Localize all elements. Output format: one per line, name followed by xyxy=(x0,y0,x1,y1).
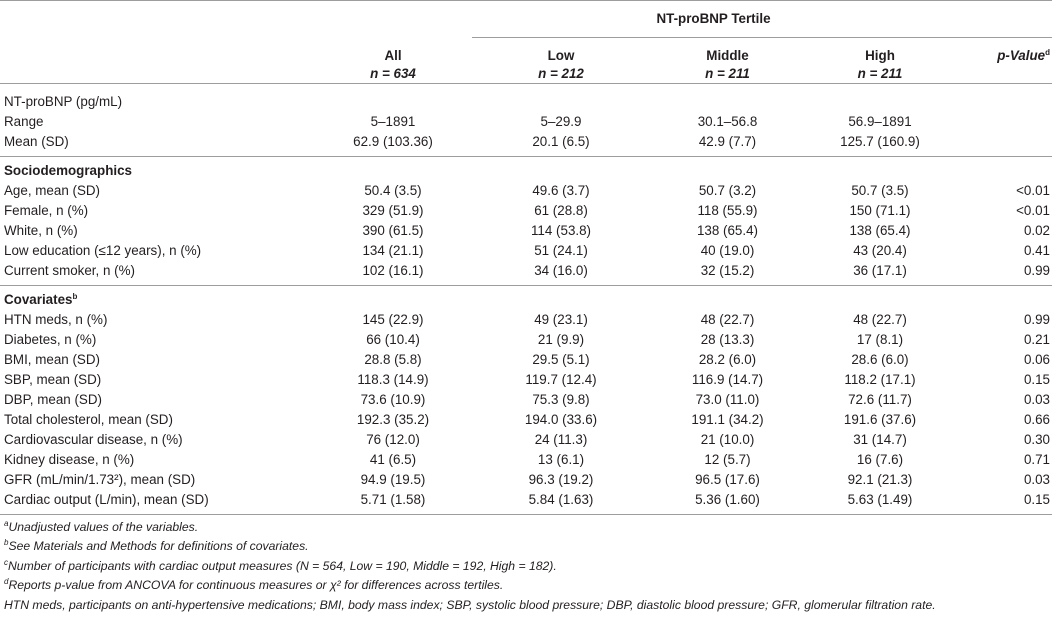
cell-pvalue: 0.02 xyxy=(1023,223,1050,238)
cell-all: 192.3 (35.2) xyxy=(356,412,430,427)
cell-all: 50.4 (3.5) xyxy=(364,183,422,198)
cell-pvalue xyxy=(955,132,1052,157)
cell-high: 31 (14.7) xyxy=(853,432,907,447)
cell-middle: 48 (22.7) xyxy=(700,312,755,327)
cell-all: 329 (51.9) xyxy=(362,203,424,218)
cell-pvalue: 0.30 xyxy=(1023,432,1050,447)
cell-high: 43 (20.4) xyxy=(853,243,907,258)
row-label: Kidney disease, n (%) xyxy=(4,452,135,467)
cell-low: 114 (53.8) xyxy=(530,223,592,238)
table-row xyxy=(0,450,1052,470)
cell-low: 51 (24.1) xyxy=(534,243,588,258)
cell-high: 16 (7.6) xyxy=(856,452,904,467)
cell-high: 48 (22.7) xyxy=(853,312,907,327)
cell-low: 5–29.9 xyxy=(540,114,582,129)
row-label: Range xyxy=(4,114,44,129)
cell-low: 49.6 (3.7) xyxy=(532,183,590,198)
table-row xyxy=(0,310,1052,330)
cell-middle: 12 (5.7) xyxy=(704,452,751,467)
cell-high: 28.6 (6.0) xyxy=(851,352,909,367)
table-row xyxy=(0,390,1052,410)
cell-middle: 191.1 (34.2) xyxy=(691,412,764,427)
tertile-header-row xyxy=(0,1,1052,38)
cell-high: 92.1 (21.3) xyxy=(847,472,913,487)
cell-all: 94.9 (19.5) xyxy=(360,472,426,487)
cell-low: 29.5 (5.1) xyxy=(532,352,590,367)
table-row xyxy=(0,241,1052,261)
cell-low: 194.0 (33.6) xyxy=(524,412,598,427)
cell-all: 41 (6.5) xyxy=(369,452,417,467)
cell-all: 66 (10.4) xyxy=(366,332,420,347)
cell-high: 5.63 (1.49) xyxy=(805,490,955,515)
cell-all: 134 (21.1) xyxy=(362,243,424,258)
section-heading: Sociodemographics xyxy=(4,163,132,178)
cell-all: 145 (22.9) xyxy=(362,312,424,327)
row-label: Total cholesterol, mean (SD) xyxy=(4,412,173,427)
cell-low: 34 (16.0) xyxy=(472,261,650,286)
row-label: GFR (mL/min/1.73²), mean (SD) xyxy=(4,472,196,487)
cell-pvalue: <0.01 xyxy=(1016,183,1050,198)
cell-low: 21 (9.9) xyxy=(537,332,585,347)
row-label: HTN meds, n (%) xyxy=(4,312,108,327)
cell-pvalue: 0.06 xyxy=(1023,352,1050,367)
footnote-a: $^a$Unadjusted values of the variables. xyxy=(4,519,199,534)
cell-pvalue: 0.99 xyxy=(955,261,1052,286)
table-row xyxy=(0,490,1052,515)
cell-high: 17 (8.1) xyxy=(856,332,904,347)
table-row xyxy=(0,330,1052,350)
table-row xyxy=(0,112,1052,132)
row-label: SBP, mean (SD) xyxy=(4,372,102,387)
row-label: Cardiovascular disease, n (%) xyxy=(4,432,183,447)
cell-all: 76 (12.0) xyxy=(366,432,420,447)
cell-high: 36 (17.1) xyxy=(805,261,955,286)
cell-pvalue xyxy=(955,112,1052,132)
section-heading-row xyxy=(0,157,1052,182)
footnote-c: $^c$Number of participants with cardiac output measures (N = 564, Low = 190, Middle = 192, High = 182). xyxy=(4,557,557,573)
table-row xyxy=(0,221,1052,241)
cell-low: 13 (6.1) xyxy=(537,452,585,467)
cell-low: 49 (23.1) xyxy=(534,312,588,327)
cell-low: 75.3 (9.8) xyxy=(532,392,590,407)
col-middle-header: Middle n = 211 xyxy=(650,38,805,84)
cell-low: 96.3 (19.2) xyxy=(528,472,594,487)
cell-high: 56.9–1891 xyxy=(848,114,912,129)
cell-high: 150 (71.1) xyxy=(849,203,911,218)
section-heading-row xyxy=(0,84,1052,113)
cell-high: 72.6 (11.7) xyxy=(848,392,912,407)
cell-middle: 138 (65.4) xyxy=(696,223,759,238)
footnote-d: $^d$Reports p-value from ANCOVA for continuous measures or χ² for differences across tertiles. xyxy=(4,577,504,593)
row-label: Current smoker, n (%) xyxy=(0,261,314,286)
cell-low: 61 (28.8) xyxy=(534,203,588,218)
cell-middle: 28.2 (6.0) xyxy=(698,352,757,367)
tertile-title: NT-proBNP Tertile xyxy=(656,11,771,26)
cell-all: 5–1891 xyxy=(370,114,416,129)
cell-high: 191.6 (37.6) xyxy=(843,412,917,427)
footnote-b: $^b$See Materials and Methods for definitions of covariates. xyxy=(4,538,309,554)
table-row xyxy=(0,181,1052,201)
table-row xyxy=(0,132,1052,157)
cell-high: 50.7 (3.5) xyxy=(851,183,909,198)
row-label: Age, mean (SD) xyxy=(4,183,101,198)
cell-all: 28.8 (5.8) xyxy=(364,352,422,367)
section-heading: NT-proBNP (pg/mL) xyxy=(4,94,123,109)
table-row xyxy=(0,430,1052,450)
cell-all: 390 (61.5) xyxy=(362,223,424,238)
table-body xyxy=(0,1,1052,515)
cell-high: 125.7 (160.9) xyxy=(805,132,955,157)
cell-pvalue: 0.03 xyxy=(1023,472,1050,487)
section-heading: Covariates xyxy=(4,292,73,307)
cell-pvalue: <0.01 xyxy=(1016,203,1050,218)
cell-middle: 73.0 (11.0) xyxy=(695,392,760,407)
cell-all: 73.6 (10.9) xyxy=(360,392,426,407)
cell-middle: 30.1–56.8 xyxy=(697,114,758,129)
cell-middle: 116.9 (14.7) xyxy=(691,372,764,387)
row-label: Diabetes, n (%) xyxy=(4,332,97,347)
col-pvalue-header: p-Value$^d$ xyxy=(955,38,1052,84)
cell-pvalue: 0.41 xyxy=(1023,243,1050,258)
row-label: DBP, mean (SD) xyxy=(4,392,102,407)
cell-middle: 21 (10.0) xyxy=(700,432,755,447)
table-row xyxy=(0,261,1052,286)
cell-all: 102 (16.1) xyxy=(314,261,472,286)
col-high-header: High n = 211 xyxy=(805,38,955,84)
cell-low: 119.7 (12.4) xyxy=(525,372,597,387)
row-label: Low education (≤12 years), n (%) xyxy=(4,243,202,258)
table-row xyxy=(0,410,1052,430)
cell-high: 118.2 (17.1) xyxy=(844,372,916,387)
cell-pvalue: 0.21 xyxy=(1023,332,1050,347)
cell-low: 5.84 (1.63) xyxy=(472,490,650,515)
footnotes xyxy=(0,515,1052,615)
cell-middle: 32 (15.2) xyxy=(650,261,805,286)
cell-pvalue: 0.71 xyxy=(1023,452,1050,467)
row-label: Female, n (%) xyxy=(4,203,89,218)
section-heading-sup: b xyxy=(72,292,78,301)
cell-middle: 96.5 (17.6) xyxy=(695,472,760,487)
table-row xyxy=(0,350,1052,370)
cell-pvalue: 0.03 xyxy=(1023,392,1050,407)
cell-all: 5.71 (1.58) xyxy=(314,490,472,515)
cell-all: 62.9 (103.36) xyxy=(314,132,472,157)
cell-middle: 40 (19.0) xyxy=(700,243,755,258)
cell-middle: 5.36 (1.60) xyxy=(650,490,805,515)
row-label: White, n (%) xyxy=(4,223,78,238)
cell-pvalue: 0.15 xyxy=(955,490,1052,515)
cell-pvalue: 0.66 xyxy=(1023,412,1050,427)
cell-middle: 42.9 (7.7) xyxy=(650,132,805,157)
cell-middle: 28 (13.3) xyxy=(700,332,755,347)
table-row xyxy=(0,201,1052,221)
footnote-abbreviations: HTN meds, participants on anti-hypertensive medications; BMI, body mass index; SBP, systolic blood pressure; DBP, diastolic blood pressure; GFR, glomerular filtration rate. xyxy=(4,597,936,612)
cell-low: 20.1 (6.5) xyxy=(472,132,650,157)
row-label: Mean (SD) xyxy=(0,132,314,157)
col-all-header: All n = 634 xyxy=(314,38,472,84)
cell-middle: 50.7 (3.2) xyxy=(698,183,757,198)
section-heading-row xyxy=(0,286,1052,311)
row-label: BMI, mean (SD) xyxy=(4,352,100,367)
cell-all: 118.3 (14.9) xyxy=(357,372,429,387)
cell-low: 24 (11.3) xyxy=(534,432,588,447)
cell-middle: 118 (55.9) xyxy=(697,203,758,218)
column-header-row xyxy=(0,38,1052,84)
cell-high: 138 (65.4) xyxy=(849,223,911,238)
row-label: Cardiac output (L/min), mean (SD) xyxy=(0,490,314,515)
table-row xyxy=(0,370,1052,390)
table-row xyxy=(0,470,1052,490)
cell-pvalue: 0.99 xyxy=(1023,312,1050,327)
col-low-header: Low n = 212 xyxy=(472,38,650,84)
cell-pvalue: 0.15 xyxy=(1023,372,1050,387)
